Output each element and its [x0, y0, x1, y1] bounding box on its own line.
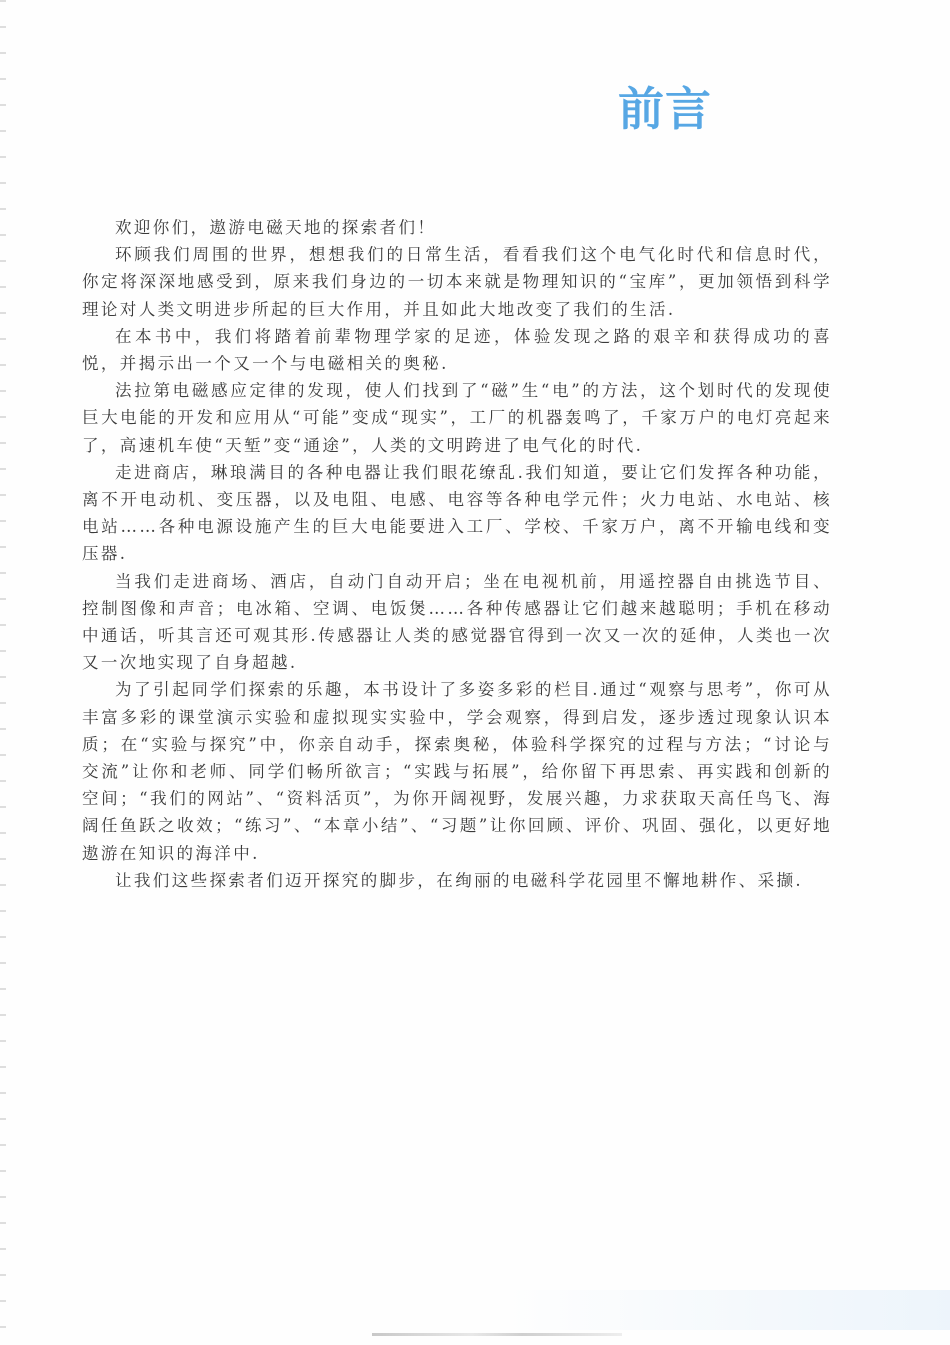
paragraph-7: 为了引起同学们探索的乐趣，本书设计了多姿多彩的栏目.通过“观察与思考”，你可从丰富多彩的课堂演示实验和虚拟现实实验中，学会观察，得到启发，逐步透过现象认识本质；在“实验与探究”中，你亲自动手，探索奥秘，体验科学探究的过程与方法；“讨论与交流”让你和老师、同学们畅所欲言；“实践与拓展”，给你留下再思索、再实践和创新的空间；“我们的网站”、“资料活页”，为你开阔视野，发展兴趣，力求获取天高任鸟飞、海阔任鱼跃之收效；“练习”、“本章小结”、“习题”让你回顾、评价、巩固、强化，以更好地遨游在知识的海洋中.: [82, 680, 832, 863]
page-bottom-mark: [372, 1333, 622, 1336]
paragraph-3: 在本书中，我们将踏着前辈物理学家的足迹，体验发现之路的艰辛和获得成功的喜悦，并揭示出一个又一个与电磁相关的奥秘.: [82, 326, 832, 374]
scan-tint: [500, 1290, 950, 1330]
binding-edge: [0, 0, 6, 1345]
preface-body: [82, 214, 832, 894]
paragraph-6: 当我们走进商场、酒店，自动门自动开启；坐在电视机前，用遥控器自由挑选节目、控制图像和声音；电冰箱、空调、电饭煲……各种传感器让它们越来越聪明；手机在移动中通话，听其言还可观其形.传感器让人类的感觉器官得到一次又一次的延伸，人类也一次又一次地实现了自身超越.: [82, 571, 832, 673]
paragraph-1: 欢迎你们，遨游电磁天地的探索者们！: [115, 218, 437, 237]
paragraph-8: 让我们这些探索者们迈开探究的脚步，在绚丽的电磁科学花园里不懈地耕作、采撷.: [115, 870, 804, 890]
page-title: 前言: [618, 82, 712, 136]
paragraph-4: 法拉第电磁感应定律的发现，使人们找到了“磁”生“电”的方法，这个划时代的发现使巨大电能的开发和应用从“可能”变成“现实”，工厂的机器轰鸣了，千家万户的电灯亮起来了，高速机车使“天堑”变“通途”，人类的文明跨进了电气化的时代.: [82, 381, 832, 455]
paragraph-5: 走进商店，琳琅满目的各种电器让我们眼花缭乱.我们知道，要让它们发挥各种功能，离不开电动机、变压器，以及电阻、电感、电容等各种电学元件；火力电站、水电站、核电站……各种电源设施产生的巨大电能要进入工厂、学校、千家万户，离不开输电线和变压器.: [82, 462, 832, 564]
paragraph-2: 环顾我们周围的世界，想想我们的日常生活，看看我们这个电气化时代和信息时代，你定将深深地感受到，原来我们身边的一切本来就是物理知识的“宝库”，更加领悟到科学理论对人类文明进步所起的巨大作用，并且如此大地改变了我们的生活.: [82, 245, 832, 319]
